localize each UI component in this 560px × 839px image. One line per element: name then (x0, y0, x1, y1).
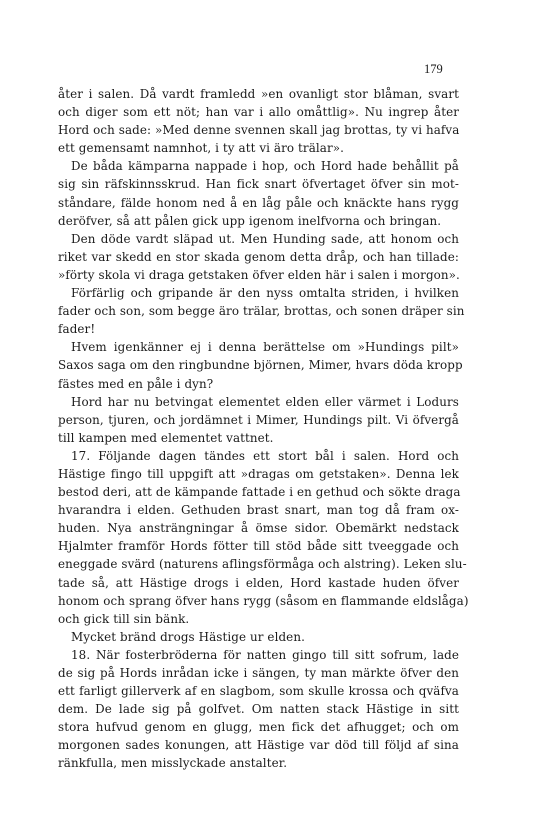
text-line: Hvem igenkänner ej i denna berättelse om »Hundings pilt» (71, 340, 459, 355)
text-line: eneggade svärd (naturens aflingsförmåga och alstring). Leken slu- (58, 557, 467, 572)
text-line: bestod deri, att de kämpande fattade i en gethud och sökte draga (58, 485, 461, 500)
text-line: stora hufvud genom en glugg, men fick det afhugget; och om (58, 720, 459, 735)
text-line: Den döde vardt släpad ut. Men Hunding sade, att honom och (71, 231, 459, 246)
text-line: Saxos saga om den ringbundne björnen, Mimer, hvars döda kropp (58, 358, 463, 373)
page-number: 179 (424, 62, 443, 76)
text-line: fader och son, som begge äro trälar, brottas, och sonen dräper sin (58, 304, 465, 319)
text-line: sig sin räfskinnsskrud. Han fick snart öfvertaget öfver sin mot- (58, 177, 459, 192)
text-line: morgonen sades konungen, att Hästige var död till följd af sina (58, 738, 459, 753)
text-line: ett farligt gillerverk af en slagbom, som skulle krossa och qväfva (58, 684, 459, 699)
text-line: Hord och sade: »Med denne svennen skall jag brottas, ty vi hafva (58, 123, 460, 138)
text-line: och gick till sin bänk. (58, 611, 190, 626)
text-line: 17. Följande dagen tändes ett stort bål i salen. Hord och (71, 448, 459, 463)
text-line: ränkfulla, men misslyckade anstalter. (58, 756, 288, 771)
text-line: och diger som ett nöt; han var i allo omåttlig». Nu ingrep åter (58, 105, 459, 120)
body-text (58, 85, 469, 773)
text-line: fader! (58, 322, 96, 337)
text-line: De båda kämparna nappade i hop, och Hord hade behållit på (71, 159, 459, 174)
text-line: Förfärlig och gripande är den nyss omtalta striden, i hvilken (71, 286, 459, 301)
text-line: fästes med en påle i dyn? (58, 376, 214, 391)
text-line: »förty skola vi draga getstaken öfver elden här i salen i morgon». (58, 267, 460, 282)
text-line: dem. De lade sig på golfvet. Om natten stack Hästige in sitt (58, 702, 459, 717)
text-line: tade så, att Hästige drogs i elden, Hord kastade huden öfver (58, 575, 459, 590)
text-line: till kampen med elementet vattnet. (58, 430, 274, 445)
text-line: hvarandra i elden. Gethuden brast snart, man tog då fram ox- (58, 503, 459, 518)
text-line: åter i salen. Då vardt framledd »en ovanligt stor blåman, svart (58, 87, 459, 101)
text-line: huden. Nya ansträngningar å ömse sidor. Obemärkt nedstack (58, 521, 459, 536)
text-line: person, tjuren, och jordämnet i Mimer, Hundings pilt. Vi öfvergå (58, 412, 459, 427)
text-line: Mycket bränd drogs Hästige ur elden. (71, 629, 305, 644)
text-line: deröfver, så att pålen gick upp igenom inelfvorna och bringan. (58, 213, 442, 228)
text-line: Hästige fingo till uppgift att »dragas om getstaken». Denna lek (58, 466, 459, 481)
text-line: de sig på Hords inrådan icke i sängen, ty man märkte öfver den (58, 666, 459, 680)
text-line: Hjalmter framför Hords fötter till stöd både sitt tveeggade och (58, 539, 459, 554)
text-line: ett gemensamt namnhot, i ty att vi äro trälar». (58, 141, 345, 156)
text-line: ståndare, fälde honom ned å en låg påle och knäckte hans rygg (58, 195, 459, 210)
text-line: honom och sprang öfver hans rygg (såsom en flammande eldslåga) (58, 593, 469, 608)
text-line: 18. När fosterbröderna för natten gingo till sitt sofrum, lade (71, 647, 459, 662)
text-line: riket var skedd en stor skada genom detta dråp, och han tillade: (58, 249, 459, 264)
text-line: Hord har nu betvingat elementet elden eller värmet i Lodurs (71, 394, 459, 409)
